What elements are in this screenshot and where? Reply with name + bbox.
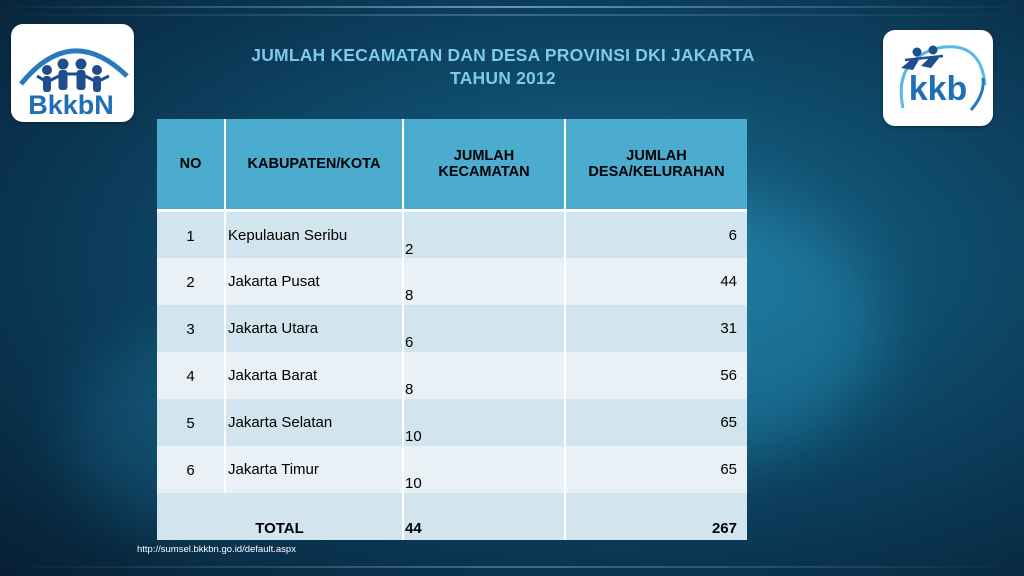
table-row	[157, 211, 747, 259]
table-row	[157, 352, 747, 399]
row-desa: 44	[565, 258, 747, 305]
family-figures-icon	[11, 24, 134, 122]
light-streak	[0, 566, 1024, 568]
row-no: 5	[157, 399, 225, 446]
two-figures-icon	[883, 30, 993, 126]
row-name: Jakarta Timur	[225, 446, 403, 493]
row-no: 4	[157, 352, 225, 399]
header-no: NO	[157, 119, 225, 211]
row-name: Jakarta Utara	[225, 305, 403, 352]
row-kecamatan: 8	[403, 258, 565, 305]
total-kecamatan: 44	[403, 493, 565, 540]
row-desa: 31	[565, 305, 747, 352]
row-desa: 65	[565, 399, 747, 446]
header-kabupaten-kota: KABUPATEN/KOTA	[225, 119, 403, 211]
title-line-2: TAHUN 2012	[450, 68, 556, 88]
kkb-logo	[883, 30, 993, 126]
row-kecamatan: 10	[403, 446, 565, 493]
row-desa: 56	[565, 352, 747, 399]
row-desa: 6	[565, 211, 747, 259]
table-row	[157, 258, 747, 305]
source-url: http://sumsel.bkkbn.go.id/default.aspx	[137, 544, 296, 555]
row-kecamatan: 2	[403, 211, 565, 259]
table-row	[157, 305, 747, 352]
row-name: Jakarta Barat	[225, 352, 403, 399]
table-row	[157, 399, 747, 446]
header-jumlah-kecamatan: JUMLAH KECAMATAN	[403, 119, 565, 211]
row-no: 6	[157, 446, 225, 493]
row-desa: 65	[565, 446, 747, 493]
row-no: 2	[157, 258, 225, 305]
total-label: TOTAL	[157, 493, 403, 540]
page-title	[190, 44, 816, 90]
row-name: Jakarta Pusat	[225, 258, 403, 305]
light-streak	[0, 14, 1024, 16]
table-row	[157, 446, 747, 493]
table-total-row	[157, 493, 747, 540]
header-jumlah-desa-kelurahan: JUMLAH DESA/KELURAHAN	[565, 119, 747, 211]
row-kecamatan: 8	[403, 352, 565, 399]
row-kecamatan: 6	[403, 305, 565, 352]
table-header-row	[157, 119, 747, 211]
row-name: Jakarta Selatan	[225, 399, 403, 446]
kkb-logo-text: kkb	[908, 70, 968, 108]
total-desa: 267	[565, 493, 747, 540]
row-no: 3	[157, 305, 225, 352]
bkkbn-logo-text: BkkbN	[28, 90, 114, 120]
row-no: 1	[157, 211, 225, 259]
kecamatan-desa-table	[157, 119, 747, 540]
row-name: Kepulauan Seribu	[225, 211, 403, 259]
row-kecamatan: 10	[403, 399, 565, 446]
bkkbn-logo	[11, 24, 134, 122]
title-line-1: JUMLAH KECAMATAN DAN DESA PROVINSI DKI JAKARTA	[251, 45, 755, 65]
light-streak	[0, 6, 1024, 8]
